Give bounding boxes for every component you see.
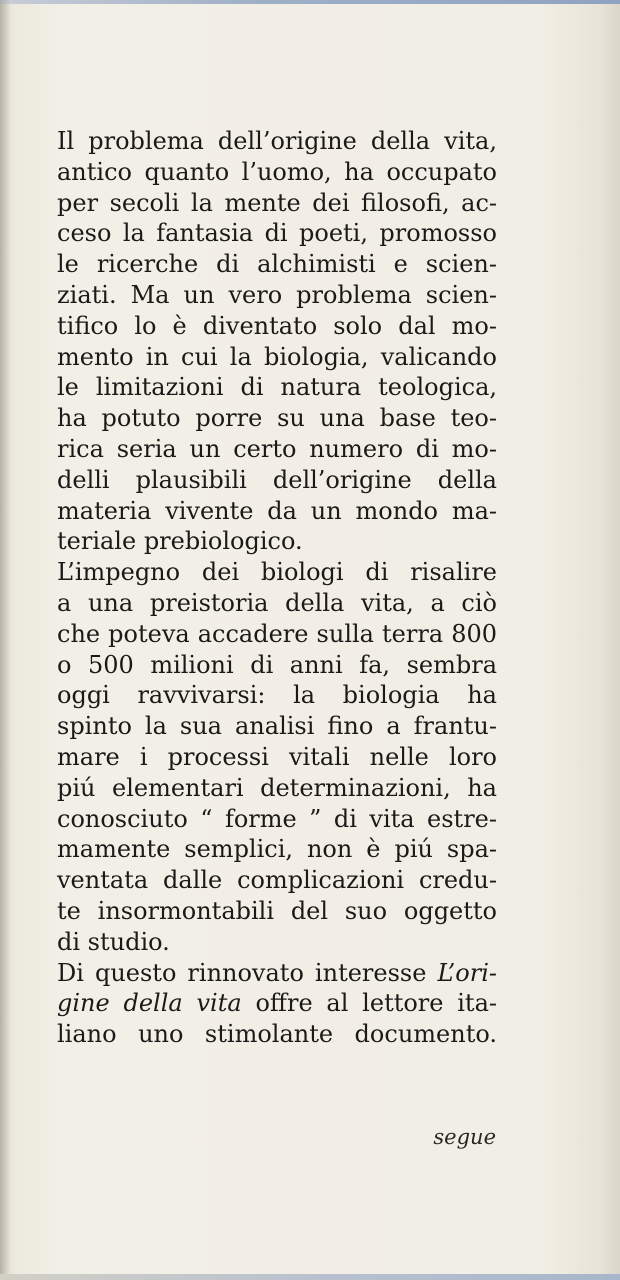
bottom-cover-edge [0,1274,620,1280]
text-line [57,958,497,989]
text-line: tifico lo è diventato solo dal mo- [57,311,497,340]
paragraph-2 [57,557,497,957]
fold-shadow [0,0,10,1280]
text-line: mento in cui la biologia, valicando [57,342,497,371]
top-cover-edge [0,0,620,4]
text-segment: Di questo rinnovato interesse [57,958,438,987]
text-line: a una preistoria della vita, a ciò [57,588,497,617]
text-line: antico quanto l’uomo, ha occupato [57,157,497,186]
text-line: le ricerche di alchimisti e scien- [57,250,497,279]
text-line: ha potuto porre su una base teo- [57,404,497,433]
text-line: te insormontabili del suo oggetto [57,896,497,925]
text-line: ziati. Ma un vero problema scien- [57,280,497,309]
text-line: spinto la sua analisi fino a frantu- [57,712,497,741]
text-line: per secoli la mente dei filosofi, ac- [57,188,497,217]
text-segment: offre al lettore ita- [241,989,497,1018]
text-line: liano uno stimolante documento. [57,1020,497,1049]
text-line: delli plausibili dell’origine della [57,465,497,494]
blurb-text [57,126,497,1050]
text-line: conosciuto “ forme ” di vita estre- [57,804,497,833]
text-line: le limitazioni di natura teologica, [57,373,497,402]
book-title-italic: L’ori- [437,958,497,987]
paragraph-3 [57,958,497,1050]
text-line: teriale prebiologico. [57,527,303,556]
text-line: L’impegno dei biologi di risalire [57,558,497,587]
text-line: mamente semplici, non è piú spa- [57,835,497,864]
text-line: di studio. [57,927,170,956]
text-line: ceso la fantasia di poeti, promosso [57,219,497,248]
text-line: o 500 milioni di anni fa, sembra [57,650,497,679]
text-line: che poteva accadere sulla terra 800 [57,619,497,648]
book-title-italic: gine della vita [57,989,242,1018]
text-line [57,988,497,1019]
text-line: rica seria un certo numero di mo- [57,434,497,463]
text-line: materia vivente da un mondo ma- [57,496,497,525]
paragraph-1 [57,126,497,557]
text-line: ventata dalle complicazioni credu- [57,866,497,895]
continuation-label: segue [433,1125,496,1149]
text-line: oggi ravvivarsi: la biologia ha [57,681,497,710]
text-line: mare i processi vitali nelle loro [57,742,497,771]
text-line: Il problema dell’origine della vita, [57,127,497,155]
text-line: piú elementari determinazioni, ha [57,773,497,802]
